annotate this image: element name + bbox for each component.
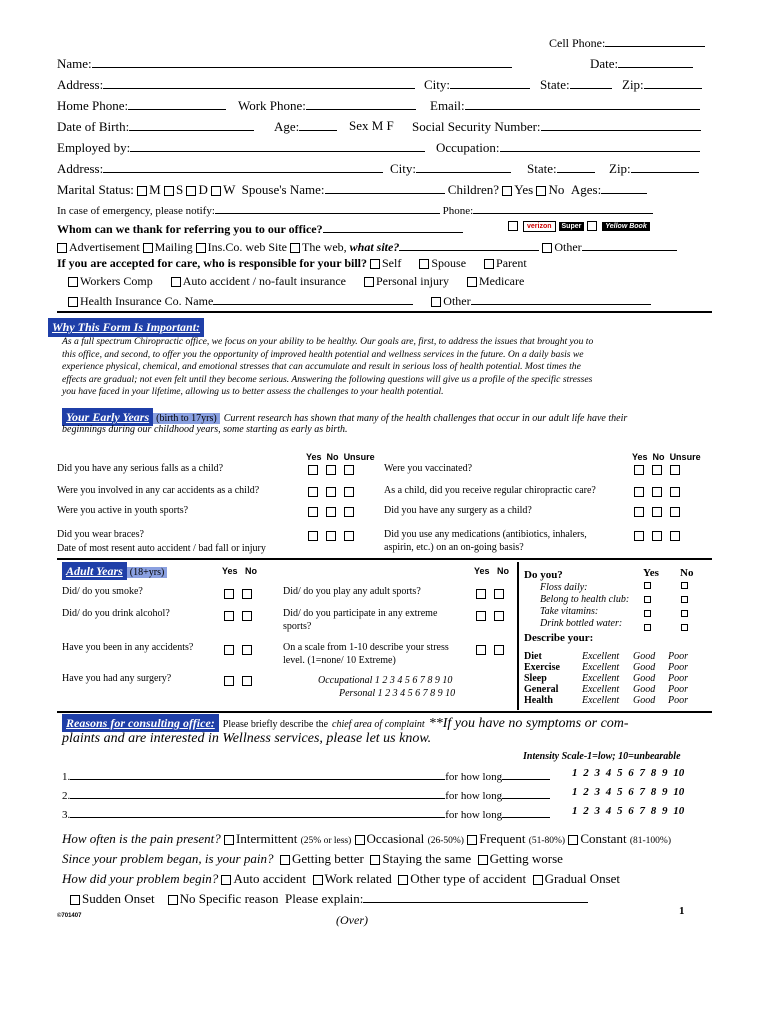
name-field[interactable] xyxy=(92,56,512,68)
employer-address-field[interactable] xyxy=(103,161,383,173)
auto-accident-ins-checkbox[interactable] xyxy=(171,277,181,287)
adult-q1-boxes xyxy=(224,585,260,603)
early-q4-unsure[interactable] xyxy=(344,531,354,541)
auto-accident-date: Date of most resent auto accident / bad fall or injury xyxy=(57,543,266,554)
early-q8: Did you use any medications (antibiotics, inhalers, xyxy=(384,529,587,540)
water-yes[interactable] xyxy=(644,624,651,631)
adult-q4-yes[interactable] xyxy=(224,676,234,686)
referral-source-row: Advertisement Mailing Ins.Co. web Site The web, what site? Other xyxy=(57,239,677,253)
emergency-field[interactable] xyxy=(215,202,440,214)
spouse-name-field[interactable] xyxy=(325,182,445,194)
adult-q1-no[interactable] xyxy=(242,589,252,599)
water-label: Drink bottled water: xyxy=(540,618,623,629)
other-referral-checkbox[interactable] xyxy=(542,243,552,253)
adult-q7-no[interactable] xyxy=(494,645,504,655)
workers-comp-checkbox[interactable] xyxy=(68,277,78,287)
city-label: City: xyxy=(424,77,530,91)
cell-phone-field[interactable] xyxy=(605,35,705,47)
problem-begin-row: How did your problem begin? Auto accident Work related Other type of accident Gradual Onset xyxy=(62,871,621,886)
marital-d-checkbox[interactable] xyxy=(186,186,196,196)
referral-field[interactable] xyxy=(323,221,463,233)
describe-label: Diet xyxy=(524,651,542,662)
employer-zip-field[interactable] xyxy=(631,161,699,173)
getting-worse-checkbox[interactable] xyxy=(478,855,488,865)
occupation-label: Occupation: xyxy=(436,140,700,154)
early-q6-boxes xyxy=(634,483,688,501)
email-label: Email: xyxy=(430,98,700,112)
early-q2-unsure[interactable] xyxy=(344,487,354,497)
intensity-scale-label: Intensity Scale-1=low; 10=unbearable xyxy=(523,751,681,762)
marital-w-checkbox[interactable] xyxy=(211,186,221,196)
early-q1-no[interactable] xyxy=(326,465,336,475)
option-poor[interactable]: Poor xyxy=(668,662,688,673)
complaint-row-2: 2. for how long xyxy=(62,787,550,802)
adult-q6-yes[interactable] xyxy=(476,611,486,621)
adult-q3-yes[interactable] xyxy=(224,645,234,655)
parent-checkbox[interactable] xyxy=(484,259,494,269)
option-good[interactable]: Good xyxy=(633,695,656,706)
complaint-2-field[interactable] xyxy=(70,787,445,799)
verizon-checkbox[interactable] xyxy=(508,221,518,231)
getting-better-checkbox[interactable] xyxy=(280,855,290,865)
adult-q7-boxes xyxy=(476,641,512,659)
adult-q3: Have you been in any accidents? xyxy=(62,642,194,653)
adult-q1: Did/ do you smoke? xyxy=(62,586,143,597)
other-accident-checkbox[interactable] xyxy=(398,875,408,885)
early-q5-unsure[interactable] xyxy=(670,465,680,475)
dob-label: Date of Birth: xyxy=(57,119,254,133)
directory-logos xyxy=(508,219,650,232)
vitamins-label: Take vitamins: xyxy=(540,606,599,617)
form-code: ©701407 xyxy=(57,913,82,919)
medicare-checkbox[interactable] xyxy=(467,277,477,287)
describe-label: Health xyxy=(524,695,553,706)
complaint-3-field[interactable] xyxy=(70,806,445,818)
sudden-onset-checkbox[interactable] xyxy=(70,895,80,905)
reasons-header: Reasons for consulting office: Please briefly describe the chief area of complaint **If you have no symptoms or com- xyxy=(62,715,629,731)
work-phone-field[interactable] xyxy=(306,98,416,110)
adult-years-title: Adult Years xyxy=(62,562,127,580)
other-insurance-field[interactable] xyxy=(471,293,651,305)
early-years-title: Your Early Years xyxy=(62,408,153,426)
marital-status-row: Marital Status: M S D W Spouse's Name: Children? Yes No Ages: xyxy=(57,182,647,196)
adult-q5-boxes xyxy=(476,585,512,603)
option-excellent[interactable]: Excellent xyxy=(582,695,620,706)
early-years-line2: beginnings during our childhood years, some starting as early as birth. xyxy=(62,424,348,435)
mailing-checkbox[interactable] xyxy=(143,243,153,253)
early-q3-boxes xyxy=(308,503,362,521)
name-label: Name: xyxy=(57,56,512,70)
no-specific-checkbox[interactable] xyxy=(168,895,178,905)
date-label: Date: xyxy=(590,56,693,70)
superpages-logo: Super xyxy=(559,222,585,231)
pain-trend-row: Since your problem began, is your pain? Getting better Staying the same Getting worse xyxy=(62,851,563,866)
state-label: State: xyxy=(540,77,612,91)
complaint-1-duration[interactable] xyxy=(502,768,550,780)
floss-yes[interactable] xyxy=(644,582,651,589)
work-phone-label: Work Phone: xyxy=(238,98,416,112)
early-q5-yes[interactable] xyxy=(634,465,644,475)
early-q7-no[interactable] xyxy=(652,507,662,517)
staying-same-checkbox[interactable] xyxy=(370,855,380,865)
health-insurance-checkbox[interactable] xyxy=(68,297,78,307)
age-label: Age: xyxy=(274,119,337,133)
adult-q6-boxes xyxy=(476,607,512,625)
early-q4-yes[interactable] xyxy=(308,531,318,541)
early-q1-yes[interactable] xyxy=(308,465,318,475)
floss-label: Floss daily: xyxy=(540,582,588,593)
column-divider xyxy=(517,562,519,710)
adult-q3-boxes xyxy=(224,641,260,659)
home-phone-label: Home Phone: xyxy=(57,98,226,112)
employer-address-label: Address: xyxy=(57,161,383,175)
adult-mid-col-header: Yes No xyxy=(474,566,510,576)
adult-left-col-header: Yes No xyxy=(222,566,258,576)
advertisement-checkbox[interactable] xyxy=(57,243,67,253)
complaint-row-1: 1. for how long xyxy=(62,768,550,783)
gradual-onset-checkbox[interactable] xyxy=(533,875,543,885)
option-good[interactable]: Good xyxy=(633,651,656,662)
option-poor[interactable]: Poor xyxy=(668,651,688,662)
early-q3: Were you active in youth sports? xyxy=(57,505,189,516)
adult-q5: Did/ do you play any adult sports? xyxy=(283,586,421,597)
adult-q4-boxes xyxy=(224,672,260,690)
insco-checkbox[interactable] xyxy=(196,243,206,253)
self-checkbox[interactable] xyxy=(370,259,380,269)
yellowbook-logo: Yellow Book xyxy=(602,222,649,231)
reasons-title: Reasons for consulting office: xyxy=(62,714,219,732)
describe-label: Exercise xyxy=(524,662,560,673)
employer-state-label: State: xyxy=(527,161,595,175)
complaint-row-3: 3. for how long xyxy=(62,806,550,821)
referral-row: Whom can we thank for referring you to our office? xyxy=(57,221,463,235)
zip-field[interactable] xyxy=(644,77,702,89)
cell-phone-label: Cell Phone: xyxy=(549,35,705,49)
early-q1-boxes xyxy=(308,461,362,479)
employed-by-field[interactable] xyxy=(130,140,425,152)
option-poor[interactable]: Poor xyxy=(668,684,688,695)
sex-label[interactable]: Sex M F xyxy=(349,118,394,133)
early-q8-cont: aspirin, etc.) on an on-going basis? xyxy=(384,542,524,553)
early-q7: Did you have any surgery as a child? xyxy=(384,505,532,516)
adult-q2-boxes xyxy=(224,607,260,625)
city-field[interactable] xyxy=(450,77,530,89)
auto-accident-checkbox[interactable] xyxy=(221,875,231,885)
early-q6-no[interactable] xyxy=(652,487,662,497)
marital-m-checkbox[interactable] xyxy=(137,186,147,196)
vitamins-yes[interactable] xyxy=(644,610,651,617)
do-you-no-header: No xyxy=(680,567,694,579)
ssn-label: Social Security Number: xyxy=(412,119,701,133)
divider xyxy=(57,711,712,713)
date-field[interactable] xyxy=(618,56,693,68)
early-q2-boxes xyxy=(308,483,362,501)
spouse-checkbox[interactable] xyxy=(419,259,429,269)
option-excellent[interactable]: Excellent xyxy=(582,684,620,695)
adult-q7-yes[interactable] xyxy=(476,645,486,655)
describe-title: Describe your: xyxy=(524,632,594,644)
adult-q2-yes[interactable] xyxy=(224,611,234,621)
early-left-col-header: Yes No Unsure xyxy=(306,452,375,462)
early-q7-unsure[interactable] xyxy=(670,507,680,517)
early-q6-unsure[interactable] xyxy=(670,487,680,497)
problem-begin-row-2: Sudden Onset No Specific reason Please explain: xyxy=(70,891,588,905)
early-q2: Were you involved in any car accidents as a child? xyxy=(57,485,260,496)
early-q1-unsure[interactable] xyxy=(344,465,354,475)
state-field[interactable] xyxy=(570,77,612,89)
explain-field[interactable] xyxy=(363,891,588,903)
option-good[interactable]: Good xyxy=(633,684,656,695)
adult-q5-yes[interactable] xyxy=(476,589,486,599)
adult-q3-no[interactable] xyxy=(242,645,252,655)
do-you-yes-header: Yes xyxy=(643,567,659,579)
early-q1: Did you have any serious falls as a child? xyxy=(57,463,224,474)
employer-zip-label: Zip: xyxy=(609,161,699,175)
children-yes-checkbox[interactable] xyxy=(502,186,512,196)
early-q4-boxes xyxy=(308,527,362,545)
club-no[interactable] xyxy=(681,596,688,603)
complaint-1-field[interactable] xyxy=(70,768,445,780)
early-q7-boxes xyxy=(634,503,688,521)
adult-q2-no[interactable] xyxy=(242,611,252,621)
early-q8-boxes xyxy=(634,527,688,545)
pain-frequency-row: How often is the pain present? Intermittent (25% or less) Occasional (26-50%) Frequent (51-80%) Constant (81-100%) xyxy=(62,831,671,846)
personal-injury-checkbox[interactable] xyxy=(364,277,374,287)
early-q4-no[interactable] xyxy=(326,531,336,541)
do-you-yes-boxes xyxy=(644,582,653,631)
ssn-field[interactable] xyxy=(541,119,701,131)
home-phone-field[interactable] xyxy=(128,98,226,110)
stress-personal[interactable]: Personal 1 2 3 4 5 6 7 8 9 10 xyxy=(339,688,456,699)
complaint-2-duration[interactable] xyxy=(502,787,550,799)
web-site-field[interactable] xyxy=(399,239,539,251)
ages-field[interactable] xyxy=(601,182,647,194)
why-section-title: Why This Form Is Important: xyxy=(48,318,204,337)
employer-city-field[interactable] xyxy=(416,161,511,173)
over-label: (Over) xyxy=(336,913,368,927)
email-field[interactable] xyxy=(465,98,700,110)
option-poor[interactable]: Poor xyxy=(668,673,688,684)
employed-by-label: Employed by: xyxy=(57,140,425,154)
insurance-row: Workers Comp Auto accident / no-fault insurance Personal injury Medicare xyxy=(68,275,524,287)
frequent-checkbox[interactable] xyxy=(467,835,477,845)
constant-checkbox[interactable] xyxy=(568,835,578,845)
early-q8-unsure[interactable] xyxy=(670,531,680,541)
divider xyxy=(57,558,712,560)
option-excellent[interactable]: Excellent xyxy=(582,673,620,684)
adult-q6-cont: sports? xyxy=(283,621,312,632)
club-yes[interactable] xyxy=(644,596,651,603)
adult-q1-yes[interactable] xyxy=(224,589,234,599)
adult-years-header: Adult Years (18+yrs) xyxy=(62,563,167,579)
early-q4: Did you wear braces? xyxy=(57,529,144,540)
option-excellent[interactable]: Excellent xyxy=(582,651,620,662)
early-q6-yes[interactable] xyxy=(634,487,644,497)
do-you-title: Do you? xyxy=(524,569,563,581)
floss-no[interactable] xyxy=(681,582,688,589)
early-q3-yes[interactable] xyxy=(308,507,318,517)
early-q5-boxes xyxy=(634,461,688,479)
do-you-no-boxes xyxy=(681,582,690,631)
why-paragraph: As a full spectrum Chiropractic office, we focus on your ability to be healthy. Our goals are, first, to address the issues that brought you to this office, and second, to offer you the opportunity of improved health potential and wellness services in the future. On a daily basis we experience physical, chemical, and emotional stresses that can accumulate and result in serious loss of health potential. Most times the effects are gradual; not even felt until they become serious. Answering the following questions will give us a profile of the specific stresses you have faced in your lifetime, allowing us to better assess the challenges to your health potential. xyxy=(62,336,594,397)
adult-q6-no[interactable] xyxy=(494,611,504,621)
emergency-phone-field[interactable] xyxy=(473,202,653,214)
page-number: 1 xyxy=(679,905,685,917)
adult-q6: Did/ do you participate in any extreme xyxy=(283,608,438,619)
early-q6: As a child, did you receive regular chiropractic care? xyxy=(384,485,596,496)
vitamins-no[interactable] xyxy=(681,610,688,617)
age-field[interactable] xyxy=(299,119,337,131)
complaint-3-duration[interactable] xyxy=(502,806,550,818)
option-good[interactable]: Good xyxy=(633,673,656,684)
web-checkbox[interactable] xyxy=(290,243,300,253)
yellowbook-checkbox[interactable] xyxy=(587,221,597,231)
early-q3-no[interactable] xyxy=(326,507,336,517)
adult-q7-cont: level. (1=none/ 10 Extreme) xyxy=(283,655,396,666)
reasons-note-cont: plaints and are interested in Wellness services, please let us know. xyxy=(62,731,432,746)
zip-label: Zip: xyxy=(622,77,702,91)
address-field[interactable] xyxy=(103,77,415,89)
children-no-checkbox[interactable] xyxy=(536,186,546,196)
option-poor[interactable]: Poor xyxy=(668,695,688,706)
work-related-checkbox[interactable] xyxy=(313,875,323,885)
describe-label: General xyxy=(524,684,559,695)
dob-field[interactable] xyxy=(129,119,254,131)
marital-s-checkbox[interactable] xyxy=(164,186,174,196)
health-insurance-field[interactable] xyxy=(213,293,413,305)
early-q7-yes[interactable] xyxy=(634,507,644,517)
stress-occupational[interactable]: Occupational 1 2 3 4 5 6 7 8 9 10 xyxy=(318,675,453,686)
employer-city-label: City: xyxy=(390,161,511,175)
adult-q5-no[interactable] xyxy=(494,589,504,599)
option-good[interactable]: Good xyxy=(633,662,656,673)
complaint-3-scale[interactable]: 1 2 3 4 5 6 7 8 9 10 xyxy=(572,805,685,817)
early-q8-no[interactable] xyxy=(652,531,662,541)
water-no[interactable] xyxy=(681,624,688,631)
responsible-row: If you are accepted for care, who is responsible for your bill? Self Spouse Parent xyxy=(57,256,527,270)
early-q8-yes[interactable] xyxy=(634,531,644,541)
emergency-row: In case of emergency, please notify: Phone: xyxy=(57,202,653,217)
adult-q2: Did/ do you drink alcohol? xyxy=(62,608,170,619)
early-q2-yes[interactable] xyxy=(308,487,318,497)
option-excellent[interactable]: Excellent xyxy=(582,662,620,673)
address-label: Address: xyxy=(57,77,415,91)
adult-q4-no[interactable] xyxy=(242,676,252,686)
early-q5: Were you vaccinated? xyxy=(384,463,473,474)
early-right-col-header: Yes No Unsure xyxy=(632,452,701,462)
other-referral-field[interactable] xyxy=(582,239,677,251)
adult-q7: On a scale from 1-10 describe your stress xyxy=(283,642,449,653)
employer-state-field[interactable] xyxy=(557,161,595,173)
health-insurance-row: Health Insurance Co. Name Other xyxy=(68,293,651,307)
intermittent-checkbox[interactable] xyxy=(224,835,234,845)
health-club-label: Belong to health club: xyxy=(540,594,630,605)
divider xyxy=(57,311,712,313)
early-years-header: Your Early Years (birth to 17yrs) Current research has shown that many of the health challenges that occur in our adult life have their xyxy=(62,409,627,425)
occupation-field[interactable] xyxy=(500,140,700,152)
early-q5-no[interactable] xyxy=(652,465,662,475)
early-q2-no[interactable] xyxy=(326,487,336,497)
complaint-2-scale[interactable]: 1 2 3 4 5 6 7 8 9 10 xyxy=(572,786,685,798)
occasional-checkbox[interactable] xyxy=(355,835,365,845)
adult-q4: Have you had any surgery? xyxy=(62,673,172,684)
early-q3-unsure[interactable] xyxy=(344,507,354,517)
complaint-1-scale[interactable]: 1 2 3 4 5 6 7 8 9 10 xyxy=(572,767,685,779)
other-insurance-checkbox[interactable] xyxy=(431,297,441,307)
verizon-logo: verizon xyxy=(523,221,556,232)
describe-label: Sleep xyxy=(524,673,547,684)
